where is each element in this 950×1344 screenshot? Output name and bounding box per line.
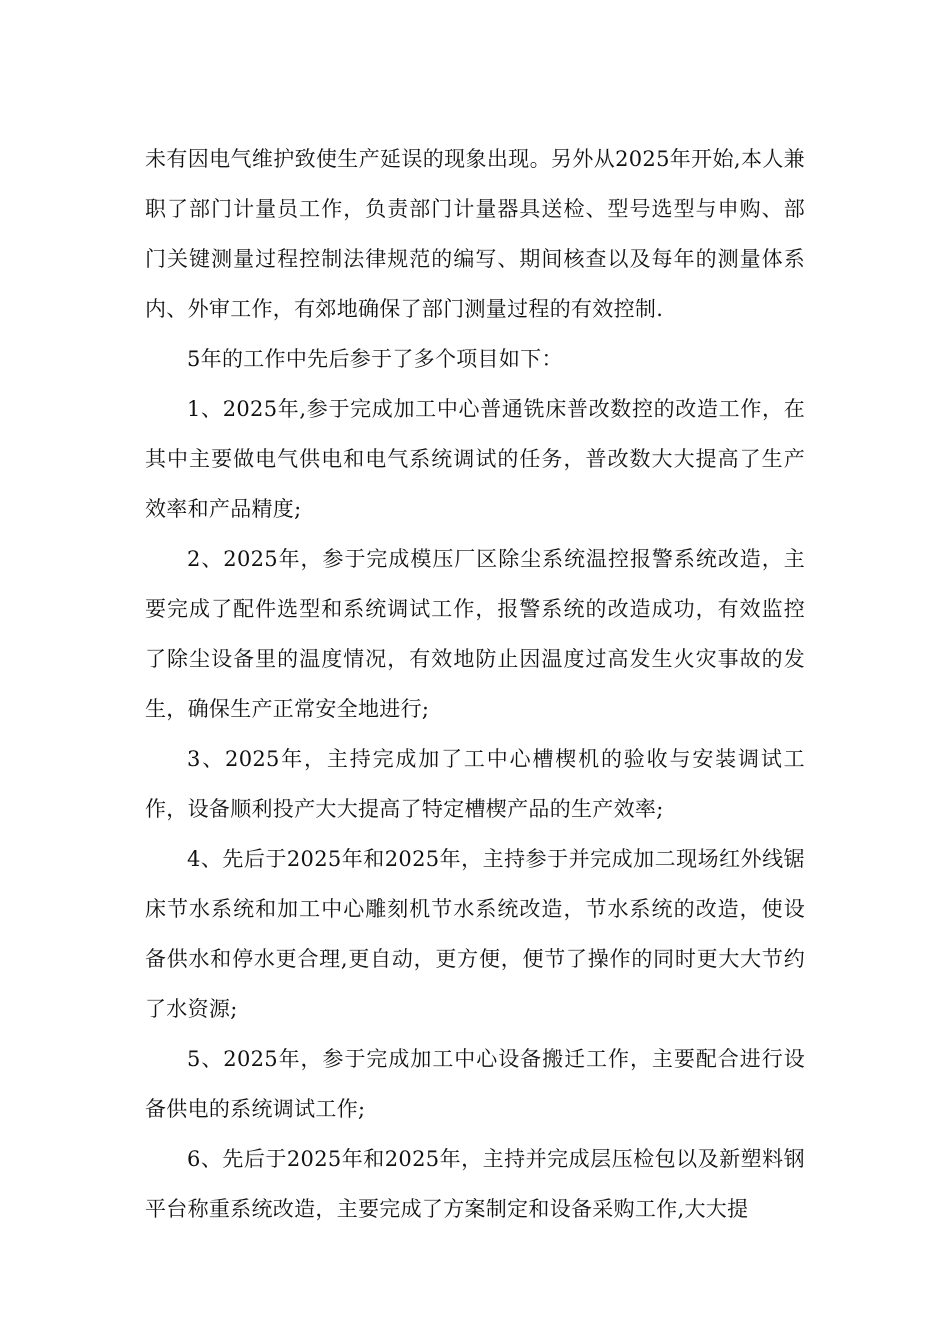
document-body <box>145 134 805 1234</box>
paragraph-project-3: 3、2025年，主持完成加了工中心槽楔机的验收与安装调试工作，设备顺利投产大大提高了特定槽楔产品的生产效率; <box>145 747 805 821</box>
paragraph-project-5: 5、2025年，参于完成加工中心设备搬迁工作，主要配合进行设备供电的系统调试工作; <box>145 1047 805 1121</box>
paragraph-project-6: 6、先后于2025年和2025年，主持并完成层压检包以及新塑料钢平台称重系统改造，主要完成了方案制定和设备采购工作,大大提 <box>145 1147 805 1221</box>
paragraph-project-2: 2、2025年，参于完成模压厂区除尘系统温控报警系统改造，主要完成了配件选型和系统调试工作，报警系统的改造成功，有效监控了除尘设备里的温度情况，有效地防止因温度过高发生火灾事故的发生，确保生产正常安全地进行; <box>145 547 805 721</box>
paragraph-continuation: 未有因电气维护致使生产延误的现象出现。另外从2025年开始,本人兼职了部门计量员工作，负责部门计量器具送检、型号选型与申购、部门关键测量过程控制法律规范的编写、期间核查以及每年的测量体系内、外审工作，有郊地确保了部门测量过程的有效控制. <box>145 147 805 321</box>
paragraph-project-4: 4、先后于2025年和2025年，主持参于并完成加二现场红外线锯床节水系统和加工中心雕刻机节水系统改造，节水系统的改造，使设备供水和停水更合理,更自动，更方便，便节了操作的同时更大大节约了水资源; <box>145 847 805 1021</box>
paragraph-projects-intro: 5年的工作中先后参于了多个项目如下： <box>187 347 563 371</box>
paragraph-project-1: 1、2025年,参于完成加工中心普通铣床普改数控的改造工作，在其中主要做电气供电和电气系统调试的任务，普改数大大提高了生产效率和产品精度; <box>145 397 805 521</box>
